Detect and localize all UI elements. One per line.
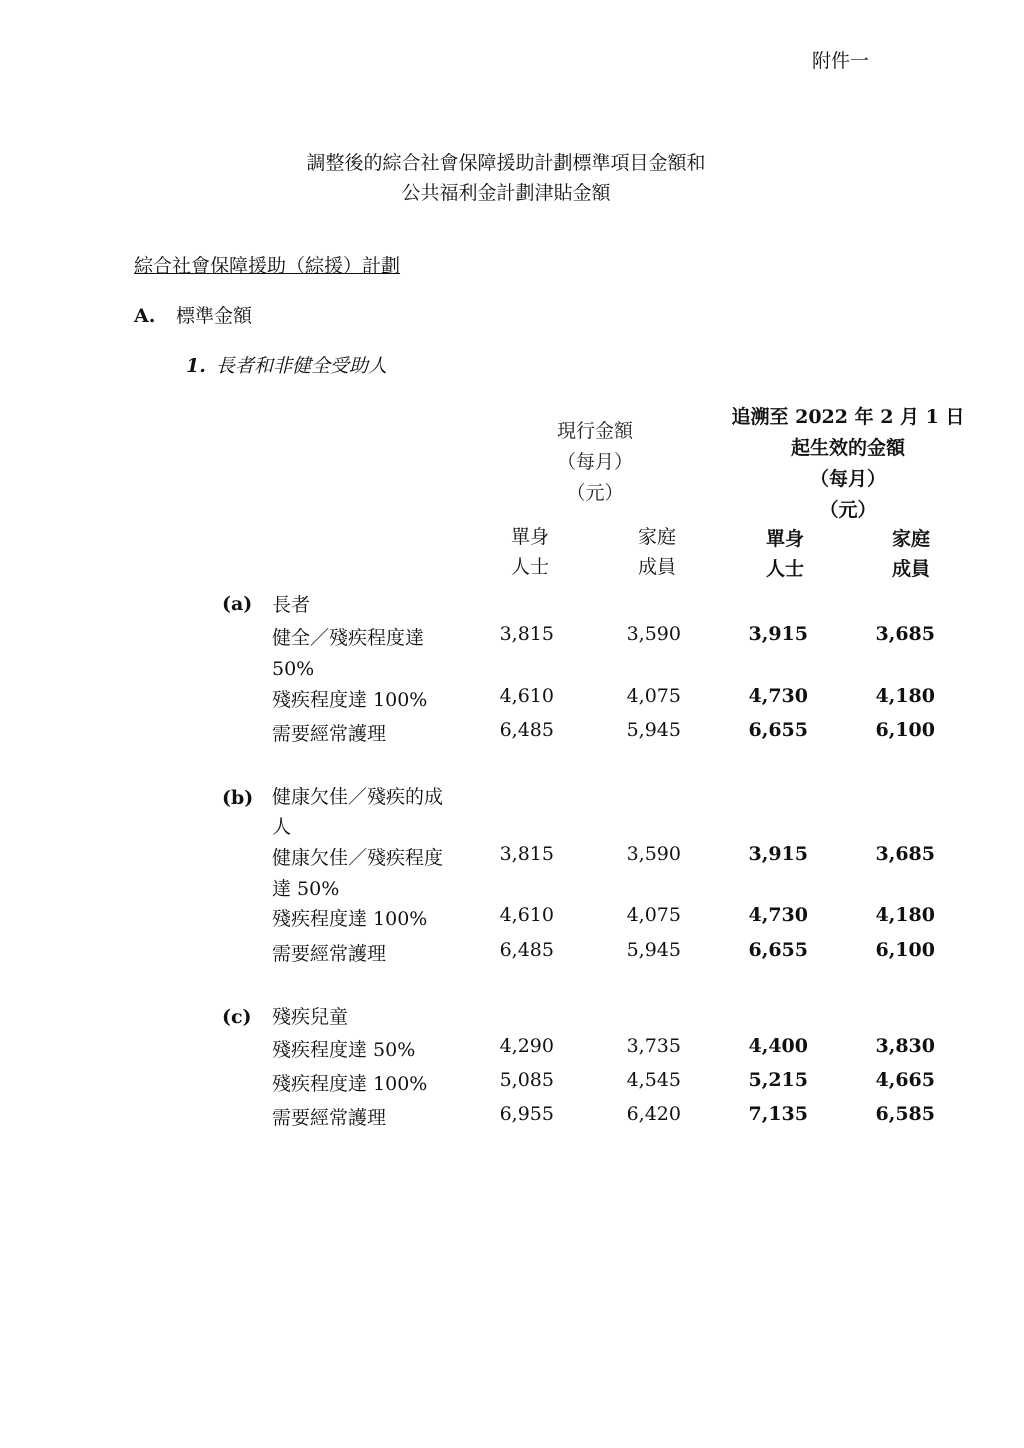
cur-family-value: 3,590 <box>626 623 681 645</box>
new-single-value: 7,135 <box>748 1103 808 1125</box>
new-family-value: 3,685 <box>875 623 935 645</box>
new-single-value: 3,915 <box>748 623 808 645</box>
new-single-value: 3,915 <box>748 843 808 865</box>
cur-family-value: 5,945 <box>626 939 681 961</box>
subsubsection-number: 1. <box>186 355 206 377</box>
group-letter-b: (b) <box>222 787 254 809</box>
cur-family-value: 4,075 <box>626 904 681 926</box>
new-family-value: 4,665 <box>875 1069 935 1091</box>
subsection-letter: A. <box>134 305 156 327</box>
subsection-title: 標準金額 <box>176 305 253 327</box>
new-single-header: 單身 人士 <box>765 528 804 580</box>
new-family-value: 6,100 <box>875 939 935 961</box>
row-label: 需要經常護理 <box>272 1107 387 1129</box>
row-label: 需要經常護理 <box>272 723 387 745</box>
cur-family-value: 6,420 <box>626 1103 681 1125</box>
group-title-c: 殘疾兒童 <box>272 1006 349 1028</box>
row-label: 殘疾程度達 100% <box>272 1073 428 1095</box>
cur-single-value: 6,485 <box>499 719 554 741</box>
group-letter-c: (c) <box>222 1006 252 1028</box>
current-single-header: 單身 人士 <box>510 526 549 578</box>
new-single-value: 6,655 <box>748 939 808 961</box>
cur-family-value: 5,945 <box>626 719 681 741</box>
new-amount-header: 追溯至 2022 年 2 月 1 日 起生效的金額 （每月） （元） <box>731 406 965 521</box>
row-label: 殘疾程度達 100% <box>272 689 428 711</box>
current-amount-header: 現行金額 （每月） （元） <box>556 420 633 504</box>
cur-family-value: 3,590 <box>626 843 681 865</box>
page-title-line-2: 公共福利金計劃津貼金額 <box>401 182 611 204</box>
group-title-b: 健康欠佳／殘疾的成人 <box>272 786 444 838</box>
group-letter-a: (a) <box>222 593 253 615</box>
new-single-value: 4,730 <box>748 685 808 707</box>
annex-label: 附件一 <box>812 50 870 72</box>
new-family-value: 3,685 <box>875 843 935 865</box>
cur-single-value: 6,955 <box>499 1103 554 1125</box>
cur-family-value: 4,075 <box>626 685 681 707</box>
subsubsection-title: 長者和非健全受助人 <box>216 355 388 377</box>
group-title-a: 長者 <box>272 594 311 616</box>
new-single-value: 6,655 <box>748 719 808 741</box>
row-label: 健全／殘疾程度達 50% <box>272 627 425 680</box>
cur-single-value: 3,815 <box>499 843 554 865</box>
page-title-line-1: 調整後的綜合社會保障援助計劃標準項目金額和 <box>306 152 706 174</box>
new-family-value: 6,585 <box>875 1103 935 1125</box>
new-family-value: 6,100 <box>875 719 935 741</box>
new-family-value: 3,830 <box>875 1035 935 1057</box>
row-label: 需要經常護理 <box>272 943 387 965</box>
cur-family-value: 4,545 <box>626 1069 681 1091</box>
row-label: 殘疾程度達 50% <box>272 1039 416 1061</box>
cur-single-value: 3,815 <box>499 623 554 645</box>
new-single-value: 5,215 <box>748 1069 808 1091</box>
new-family-value: 4,180 <box>875 685 935 707</box>
cur-single-value: 4,290 <box>499 1035 554 1057</box>
section-heading: 綜合社會保障援助（綜援）計劃 <box>134 255 401 277</box>
row-label: 健康欠佳／殘疾程度達 50% <box>272 847 444 900</box>
cur-single-value: 4,610 <box>499 685 554 707</box>
new-family-header: 家庭 成員 <box>891 528 930 580</box>
row-label: 殘疾程度達 100% <box>272 908 428 930</box>
cur-single-value: 5,085 <box>499 1069 554 1091</box>
cur-family-value: 3,735 <box>626 1035 681 1057</box>
cur-single-value: 6,485 <box>499 939 554 961</box>
new-single-value: 4,400 <box>748 1035 808 1057</box>
new-family-value: 4,180 <box>875 904 935 926</box>
current-family-header: 家庭 成員 <box>637 526 676 578</box>
cur-single-value: 4,610 <box>499 904 554 926</box>
new-single-value: 4,730 <box>748 904 808 926</box>
